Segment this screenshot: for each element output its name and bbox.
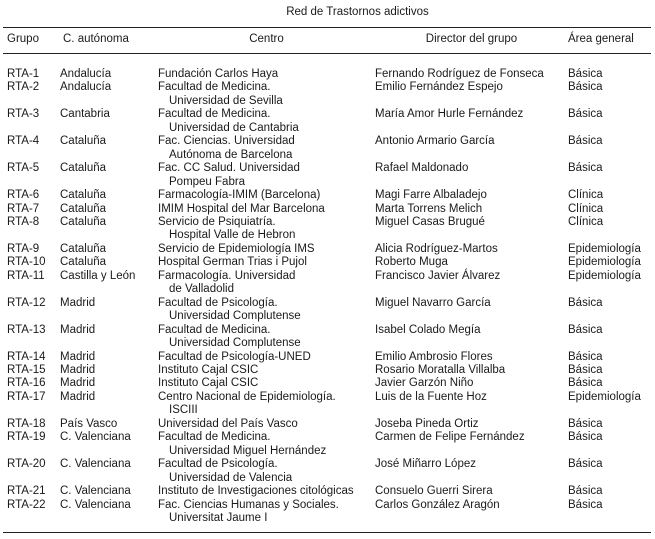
centro-line-continued: Universidad de Valencia [169,471,293,484]
cell-comunidad: Andalucía [60,68,112,80]
cell-grupo: RTA-1 [7,68,40,80]
centro-line-continued: Universidad de Sevilla [169,94,283,107]
cell-director: Carmen de Felipe Fernández [375,431,525,444]
table-row [0,418,655,431]
cell-grupo: RTA-20 [7,458,46,471]
cell-director: Javier Garzón Niño [375,377,474,390]
centro-line: Servicio de Epidemiología IMS [158,242,315,255]
centro-line: Fac. Ciencias. Universidad [158,135,295,148]
cell-area: Básica [568,296,603,309]
cell-centro [158,351,375,364]
cell-comunidad: C. Valenciana [60,485,131,498]
centro-line: Hospital German Trias i Pujol [158,256,307,269]
cell-director: José Miñarro López [375,458,476,471]
cell-comunidad: Cantabria [60,108,110,121]
cell-director: Rafael Maldonado [375,162,469,175]
cell-area: Epidemiología [568,390,641,403]
table-title: Red de Trastornos adictivos [286,6,429,18]
cell-grupo: RTA-6 [7,189,40,202]
cell-centro [158,485,375,498]
centro-line: Fac. CC Salud. Universidad [158,162,300,175]
top-rule [3,27,651,28]
centro-line-continued: ISCIII [169,404,198,417]
cell-centro [158,189,375,202]
centro-line: Facultad de Psicología. [158,458,278,471]
cell-director: Isabel Colado Megía [375,323,481,336]
cell-comunidad: Madrid [60,296,96,309]
cell-centro [158,108,375,135]
cell-area: Básica [568,350,603,363]
cell-grupo: RTA-9 [7,242,40,255]
cell-area: Básica [568,68,603,80]
centro-line: Servicio de Psiquiatría. [158,215,276,228]
cell-centro [158,364,375,377]
header-grupo: Grupo [7,33,39,45]
cell-grupo: RTA-8 [7,215,40,228]
centro-line: Fundación Carlos Haya [158,68,279,80]
table-row [0,458,655,485]
table-row [0,243,655,256]
centro-line: Instituto Cajal CSIC [158,363,259,376]
centro-line-continued: de Valladolid [169,283,235,296]
cell-comunidad: Castilla y León [60,269,136,282]
cell-director: Miguel Casas Brugué [375,215,485,228]
cell-area: Básica [568,458,603,471]
cell-director: Emilio Fernández Espejo [375,81,503,94]
cell-centro [158,256,375,269]
bottom-rule [3,532,651,533]
cell-director: María Amor Hurle Fernández [375,108,524,121]
cell-centro [158,53,375,81]
table-row [0,203,655,216]
table-row [0,270,655,297]
cell-centro [158,297,375,324]
cell-grupo: RTA-21 [7,485,46,498]
centro-line: Facultad de Psicología-UNED [158,350,311,363]
cell-centro [158,243,375,256]
cell-comunidad: Madrid [60,350,96,363]
centro-line: Fac. Ciencias Humanas y Sociales. [158,498,339,511]
cell-grupo: RTA-15 [7,363,46,376]
centro-line-continued: Universidad Complutense [169,310,301,323]
cell-comunidad: Cataluña [60,215,107,228]
cell-area: Clínica [568,215,604,228]
table-row [0,431,655,458]
table-row [0,324,655,351]
centro-line-continued: Universidad Complutense [169,337,301,350]
centro-line-continued: Hospital Valle de Hebron [169,229,296,242]
table-row [0,256,655,269]
cell-comunidad: C. Valenciana [60,498,131,511]
cell-grupo: RTA-13 [7,323,46,336]
table-row [0,485,655,498]
cell-centro [158,203,375,216]
cell-grupo: RTA-3 [7,108,40,121]
cell-comunidad: Madrid [60,377,96,390]
cell-centro [158,162,375,189]
table-row [0,377,655,390]
centro-line-continued: Universitat Jaume I [169,511,268,524]
cell-director: Fernando Rodríguez de Fonseca [375,68,544,80]
cell-area: Básica [568,135,603,148]
table-row [0,162,655,189]
cell-centro [158,418,375,431]
centro-line: Facultad de Medicina. [158,81,271,94]
cell-grupo: RTA-11 [7,269,45,282]
cell-comunidad: Cataluña [60,256,107,269]
centro-line: Facultad de Psicología. [158,296,278,309]
centro-line-continued: Autónoma de Barcelona [169,148,293,161]
table-row [0,216,655,243]
cell-director: Joseba Pineda Ortiz [375,417,479,430]
table-row [0,499,655,526]
cell-grupo: RTA-2 [7,81,40,94]
table-row [0,297,655,324]
cell-director: Miguel Navarro García [375,296,491,309]
cell-area: Básica [568,498,603,511]
cell-director: Emilio Ambrosio Flores [375,350,493,363]
cell-centro [158,391,375,418]
cell-comunidad: Cataluña [60,162,107,175]
centro-line-continued: Universidad de Cantabria [169,121,299,134]
cell-grupo: RTA-5 [7,162,40,175]
header-comunidad: C. autónoma [63,33,129,45]
cell-director: Luis de la Fuente Hoz [375,390,487,403]
cell-area: Básica [568,431,603,444]
groups-table [0,33,655,525]
cell-grupo: RTA-10 [7,256,46,269]
cell-comunidad: Madrid [60,363,96,376]
centro-line: Instituto Cajal CSIC [158,377,259,390]
cell-comunidad: Andalucía [60,81,112,94]
table-row [0,81,655,108]
cell-grupo: RTA-4 [7,135,40,148]
cell-comunidad: Cataluña [60,202,107,215]
cell-grupo: RTA-17 [7,390,46,403]
centro-line: Farmacología. Universidad [158,269,296,282]
cell-director: Carlos González Aragón [375,498,500,511]
cell-director: Francisco Javier Álvarez [375,269,501,282]
table-row [0,53,655,81]
cell-comunidad: País Vasco [60,417,118,430]
centro-line-continued: Universidad Miguel Hernández [169,444,327,457]
centro-line-continued: Pompeu Fabra [169,175,246,188]
cell-comunidad: C. Valenciana [60,458,131,471]
cell-director: Marta Torrens Melich [375,202,483,215]
table-row [0,351,655,364]
cell-director: Rosario Moratalla Villalba [375,363,506,376]
cell-area: Básica [568,81,603,94]
cell-area: Básica [568,363,603,376]
cell-director: Magi Farre Albaladejo [375,189,487,202]
cell-comunidad: Cataluña [60,189,107,202]
cell-area: Básica [568,108,603,121]
header-row [0,33,655,53]
header-director: Director del grupo [425,33,518,45]
cell-director: Consuelo Guerri Sirera [375,485,493,498]
centro-line: Farmacología-IMIM (Barcelona) [158,189,321,202]
cell-area: Epidemiología [568,256,641,269]
cell-area: Básica [568,323,603,336]
cell-grupo: RTA-14 [7,350,46,363]
table-row [0,391,655,418]
header-area: Área general [568,33,634,45]
cell-grupo: RTA-7 [7,202,40,215]
cell-centro [158,324,375,351]
cell-comunidad: Madrid [60,323,96,336]
cell-director: Roberto Muga [375,256,448,269]
cell-area: Epidemiología [568,242,641,255]
cell-centro [158,270,375,297]
cell-director: Antonio Armario García [375,135,495,148]
table-row [0,108,655,135]
cell-grupo: RTA-18 [7,417,46,430]
centro-line: Centro Nacional de Epidemiología. [158,390,336,403]
cell-centro [158,377,375,390]
centro-line: Facultad de Medicina. [158,108,271,121]
centro-line: Facultad de Medicina. [158,323,271,336]
cell-area: Básica [568,162,603,175]
cell-area: Clínica [568,189,604,202]
cell-centro [158,431,375,458]
centro-line: Facultad de Medicina. [158,431,271,444]
cell-area: Clínica [568,202,604,215]
table-row [0,364,655,377]
cell-director: Alicia Rodríguez-Martos [375,242,498,255]
cell-comunidad: Madrid [60,390,96,403]
cell-area: Básica [568,377,603,390]
cell-comunidad: C. Valenciana [60,431,131,444]
centro-line: Universidad del País Vasco [158,417,298,430]
cell-grupo: RTA-19 [7,431,46,444]
cell-centro [158,135,375,162]
table-row [0,135,655,162]
cell-grupo: RTA-22 [7,498,46,511]
cell-grupo: RTA-12 [7,296,46,309]
cell-comunidad: Cataluña [60,135,107,148]
cell-grupo: RTA-16 [7,377,46,390]
header-centro: Centro [249,33,284,45]
table-row [0,189,655,202]
cell-centro [158,458,375,485]
centro-line: IMIM Hospital del Mar Barcelona [158,202,325,215]
cell-centro [158,499,375,526]
cell-centro [158,216,375,243]
centro-line: Instituto de Investigaciones citológicas [158,485,354,498]
cell-area: Básica [568,485,603,498]
cell-comunidad: Cataluña [60,242,107,255]
cell-centro [158,81,375,108]
cell-area: Básica [568,417,603,430]
cell-area: Epidemiología [568,269,641,282]
